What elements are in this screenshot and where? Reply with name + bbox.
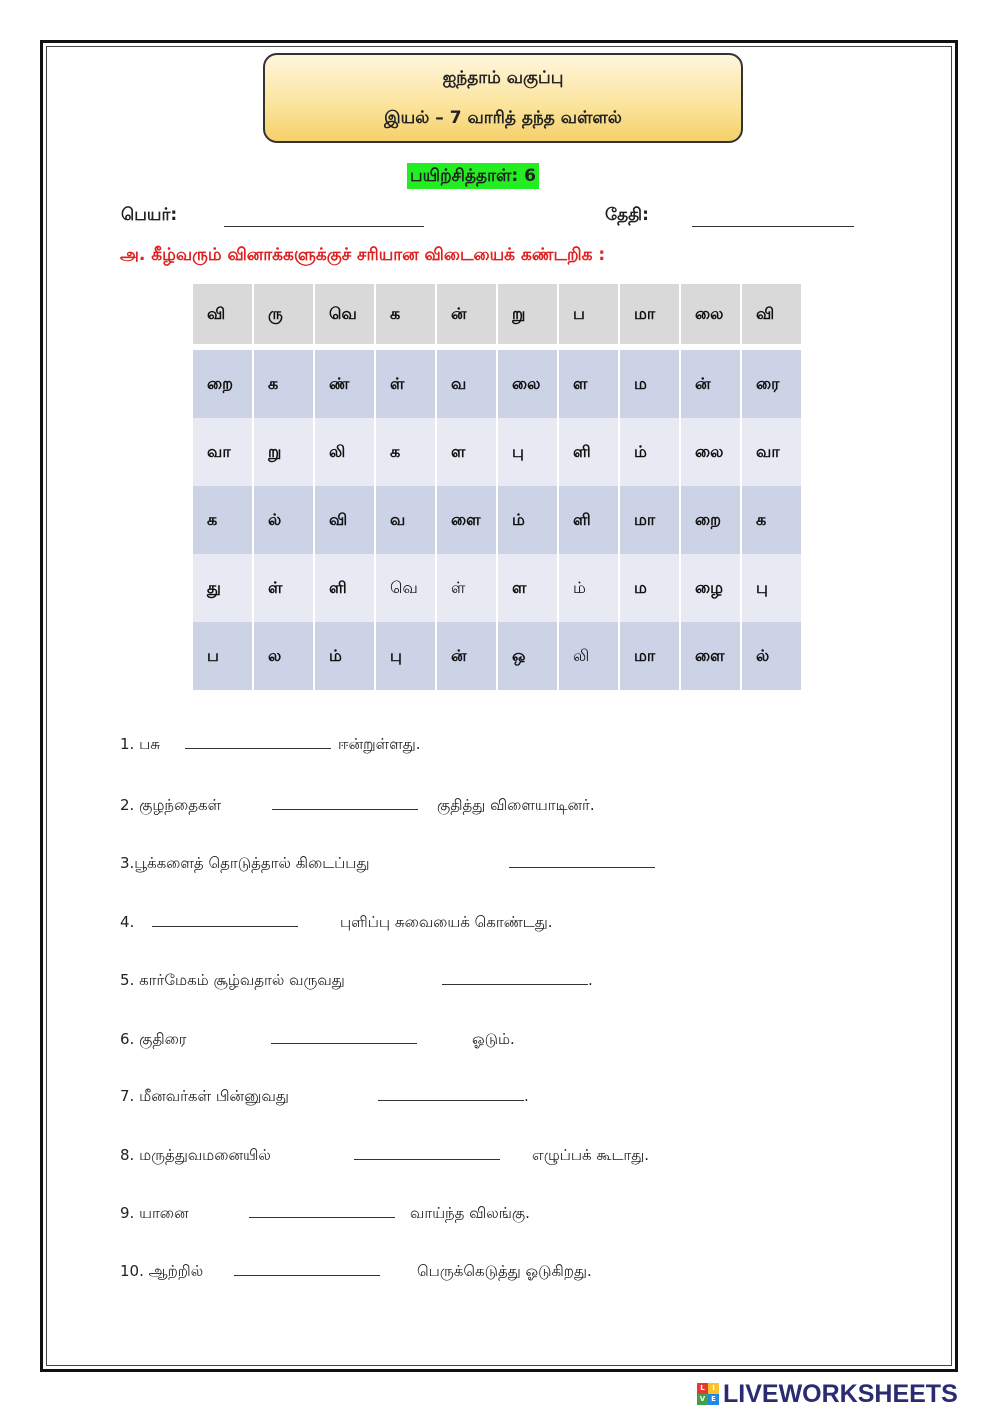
liveworksheets-logo <box>697 1379 958 1409</box>
title-box <box>263 53 743 143</box>
grid-cell[interactable]: வெ <box>376 554 435 622</box>
question-text: 7. மீனவர்கள் பின்னுவது <box>120 1087 289 1105</box>
question-text: 5. கார்மேகம் சூழ்வதால் வருவது <box>120 971 345 989</box>
answer-blank[interactable] <box>442 984 588 985</box>
question-text: 8. மருத்துவமனையில் <box>120 1146 271 1164</box>
word-search-grid <box>191 284 803 690</box>
grid-cell[interactable]: க <box>376 418 435 486</box>
grid-cell[interactable]: ல் <box>742 622 801 690</box>
grid-row <box>193 350 801 418</box>
logo-icon <box>697 1383 719 1405</box>
logo-mark-letter: V <box>697 1394 708 1405</box>
grid-cell[interactable]: ள் <box>254 554 313 622</box>
answer-blank[interactable] <box>152 926 298 927</box>
grid-cell[interactable]: றை <box>681 486 740 554</box>
date-label: தேதி: <box>605 205 649 225</box>
grid-cell[interactable]: ம் <box>559 554 618 622</box>
answer-blank[interactable] <box>272 809 418 810</box>
question-suffix: ஈன்றுள்ளது. <box>338 735 421 753</box>
grid-cell[interactable]: ம <box>620 350 679 418</box>
name-field[interactable] <box>224 226 424 227</box>
grid-cell[interactable]: ல் <box>254 486 313 554</box>
logo-mark-letter: E <box>708 1394 719 1405</box>
grid-cell[interactable]: வி <box>315 486 374 554</box>
answer-blank[interactable] <box>354 1159 500 1160</box>
grid-cell[interactable]: வா <box>742 418 801 486</box>
answer-blank[interactable] <box>234 1275 380 1276</box>
question-suffix: . <box>588 971 593 989</box>
grid-row <box>193 622 801 690</box>
question-text: 10. ஆற்றில் <box>120 1262 204 1280</box>
grid-cell[interactable]: ள் <box>376 350 435 418</box>
grid-cell[interactable]: து <box>193 554 252 622</box>
grid-cell[interactable]: ஒ <box>498 622 557 690</box>
logo-text: LIVEWORKSHEETS <box>723 1379 958 1408</box>
grid-row <box>193 418 801 486</box>
grid-cell[interactable]: பு <box>742 554 801 622</box>
answer-blank[interactable] <box>271 1043 417 1044</box>
page-border-inner <box>46 46 952 1366</box>
grid-cell[interactable]: றை <box>193 350 252 418</box>
grid-cell[interactable]: ரு <box>254 284 313 350</box>
grid-cell[interactable]: வா <box>193 418 252 486</box>
grid-row <box>193 284 801 350</box>
grid-cell[interactable]: ம <box>620 554 679 622</box>
grid-cell[interactable]: க <box>193 486 252 554</box>
grid-cell[interactable]: பு <box>376 622 435 690</box>
grid-cell[interactable]: ள <box>437 418 496 486</box>
grid-cell[interactable]: ரை <box>742 350 801 418</box>
grid-cell[interactable]: லி <box>315 418 374 486</box>
grid-cell[interactable]: மா <box>620 284 679 350</box>
grid-cell[interactable]: வி <box>742 284 801 350</box>
name-label: பெயர்: <box>121 205 178 225</box>
date-field[interactable] <box>692 226 854 227</box>
grid-row <box>193 554 801 622</box>
answer-blank[interactable] <box>509 867 655 868</box>
grid-cell[interactable]: வி <box>193 284 252 350</box>
grid-cell[interactable]: க <box>254 350 313 418</box>
grid-cell[interactable]: க <box>376 284 435 350</box>
question-text: 1. பசு <box>120 735 161 753</box>
grid-cell[interactable]: ளை <box>681 622 740 690</box>
question-text: 2. குழந்தைகள் <box>120 796 222 814</box>
grid-cell[interactable]: வெ <box>315 284 374 350</box>
question-suffix: புளிப்பு சுவையைக் கொண்டது. <box>340 913 553 931</box>
question-text: 9. யானை <box>120 1204 189 1222</box>
grid-cell[interactable]: ன் <box>681 350 740 418</box>
question-text: 3.பூக்களைத் தொடுத்தால் கிடைப்பது <box>120 854 370 872</box>
grid-row <box>193 486 801 554</box>
grid-cell[interactable]: ம் <box>315 622 374 690</box>
instruction-text: அ. கீழ்வரும் வினாக்களுக்குச் சரியான விடையைக் கண்டறிக : <box>120 245 606 265</box>
question-text: 4. <box>120 913 135 931</box>
question-suffix: . <box>524 1087 529 1105</box>
grid-cell[interactable]: ளை <box>437 486 496 554</box>
grid-cell[interactable]: வ <box>376 486 435 554</box>
grid-cell[interactable]: மா <box>620 486 679 554</box>
grid-cell[interactable]: லை <box>681 284 740 350</box>
question-suffix: பெருக்கெடுத்து ஓடுகிறது. <box>417 1262 592 1280</box>
answer-blank[interactable] <box>185 748 331 749</box>
question-text: 6. குதிரை <box>120 1030 187 1048</box>
answer-blank[interactable] <box>378 1100 524 1101</box>
exercise-label: பயிற்சித்தாள்: 6 <box>407 163 539 189</box>
grid-cell[interactable]: க <box>742 486 801 554</box>
grid-cell[interactable]: று <box>254 418 313 486</box>
logo-mark-letter: L <box>697 1383 708 1394</box>
grid-cell[interactable]: ன் <box>437 284 496 350</box>
grid-cell[interactable]: பு <box>498 418 557 486</box>
grid-cell[interactable]: ள <box>559 350 618 418</box>
grid-cell[interactable]: ல <box>254 622 313 690</box>
grid-cell[interactable]: ளி <box>315 554 374 622</box>
grid-cell[interactable]: ப <box>559 284 618 350</box>
grid-cell[interactable]: லை <box>681 418 740 486</box>
grid-cell[interactable]: லை <box>498 350 557 418</box>
grid-cell[interactable]: ப <box>193 622 252 690</box>
grid-cell[interactable]: ளி <box>559 418 618 486</box>
question-suffix: எழுப்பக் கூடாது. <box>532 1146 650 1164</box>
question-suffix: குதித்து விளையாடினர். <box>437 796 595 814</box>
grid-cell[interactable]: ன் <box>437 622 496 690</box>
grid-cell[interactable]: ள <box>498 554 557 622</box>
grid-cell[interactable]: ழை <box>681 554 740 622</box>
grid-cell[interactable]: மா <box>620 622 679 690</box>
grid-cell[interactable]: ள் <box>437 554 496 622</box>
answer-blank[interactable] <box>249 1217 395 1218</box>
grid-cell[interactable]: லி <box>559 622 618 690</box>
grid-cell[interactable]: று <box>498 284 557 350</box>
grid-cell[interactable]: ம் <box>498 486 557 554</box>
grade-title: ஐந்தாம் வகுப்பு <box>442 68 564 88</box>
question-suffix: ஓடும். <box>472 1030 515 1048</box>
grid-cell[interactable]: ளி <box>559 486 618 554</box>
logo-mark-letter: I <box>708 1383 719 1394</box>
question-suffix: வாய்ந்த விலங்கு. <box>410 1204 530 1222</box>
grid-cell[interactable]: வ <box>437 350 496 418</box>
grid-cell[interactable]: ம் <box>620 418 679 486</box>
lesson-title: இயல் – 7 வாரித் தந்த வள்ளல் <box>384 108 622 128</box>
grid-cell[interactable]: ண் <box>315 350 374 418</box>
